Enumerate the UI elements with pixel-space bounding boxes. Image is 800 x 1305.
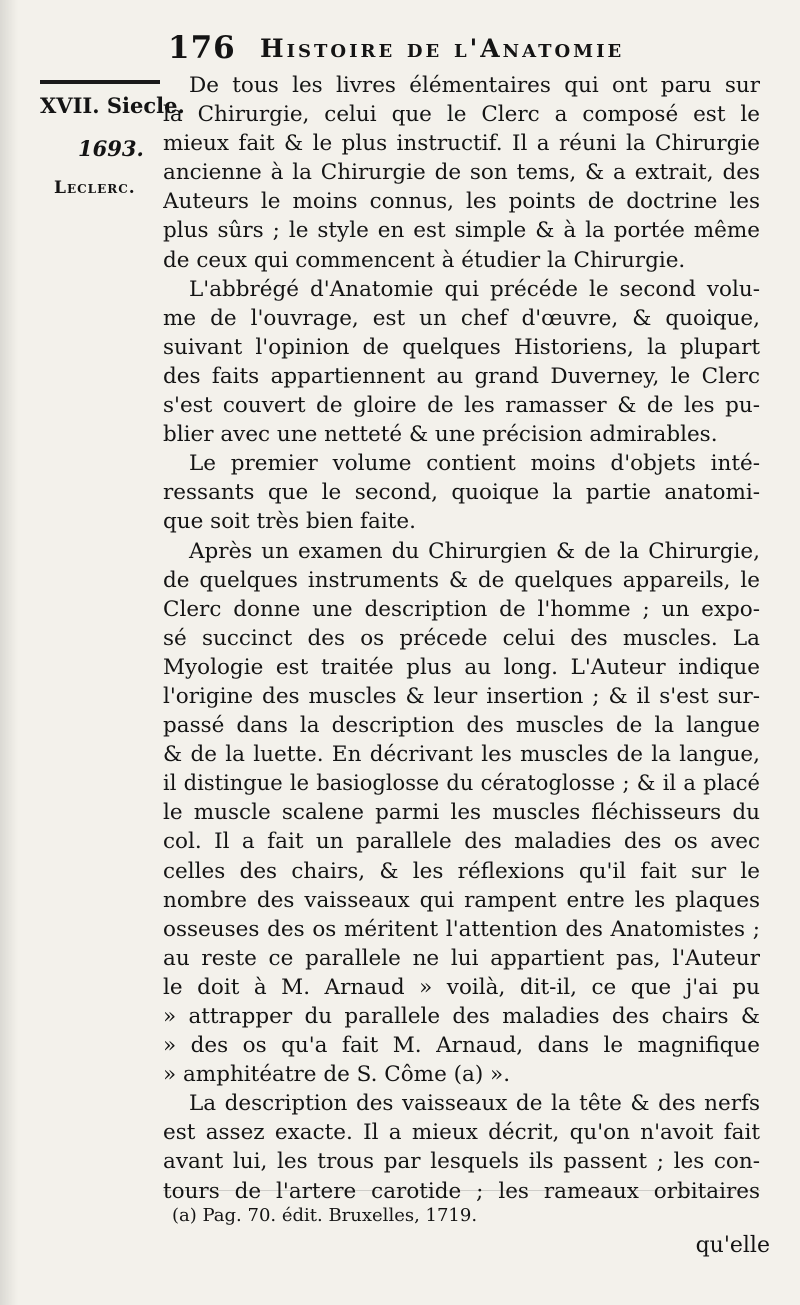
body-text [163, 71, 760, 1206]
text-line: passé dans la description des muscles de la langue [163, 713, 760, 739]
text-line: celles des chairs, & les réflexions qu'il fait sur le [163, 858, 760, 884]
text-line: ressants que le second, quoique la partie anatomi- [163, 480, 760, 506]
text-line: Auteurs le moins connus, les points de doctrine les [163, 189, 760, 215]
text-line: Myologie est traitée plus au long. L'Auteur indique [163, 654, 760, 680]
margin-note-year: 1693. [78, 136, 144, 161]
text-line: des faits appartiennent au grand Duverney, le Clerc [163, 363, 760, 389]
catchword: qu'elle [695, 1233, 770, 1258]
text-line: osseuses des os méritent l'attention des Anatomistes ; [163, 916, 760, 942]
text-line: Le premier volume contient moins d'objets inté- [189, 451, 760, 477]
text-line: blier avec une netteté & une précision admirables. [163, 422, 718, 448]
text-line: Après un examen du Chirurgien & de la Chirurgie, [189, 538, 760, 564]
text-line: de quelques instruments & de quelques appareils, le [163, 567, 760, 593]
text-line: la Chirurgie, celui que le Clerc a composé est le [163, 102, 760, 128]
text-line: tours de l'artere carotide ; les rameaux orbitaires [163, 1178, 760, 1204]
text-line: le doit à M. Arnaud » voilà, dit-il, ce que j'ai pu [163, 974, 760, 1000]
text-line: au reste ce parallele ne lui appartient pas, l'Auteur [163, 945, 760, 971]
text-line: me de l'ouvrage, est un chef d'œuvre, & quoique, [163, 305, 760, 331]
text-line: col. Il a fait un parallele des maladies des os avec [163, 829, 760, 855]
margin-note-century: XVII. Siecle. [40, 93, 185, 118]
text-line: que soit très bien faite. [163, 509, 416, 535]
text-line: ancienne à la Chirurgie de son tems, & a extrait, des [163, 160, 760, 186]
page-number: 176 [168, 30, 236, 66]
text-line: nombre des vaisseaux qui rampent entre les plaques [163, 887, 760, 913]
text-line: mieux fait & le plus instructif. Il a réuni la Chirurgie [163, 131, 760, 157]
running-title: Histoire de l'Anatomie [260, 34, 625, 63]
text-line: Clerc donne une description de l'homme ; un expo- [163, 596, 760, 622]
text-line: suivant l'opinion de quelques Historiens, la plupart [163, 334, 760, 360]
text-line: plus sûrs ; le style en est simple & à la portée même [163, 218, 760, 244]
text-line: » amphitéatre de S. Côme (a) ». [163, 1062, 511, 1088]
text-line: de ceux qui commencent à étudier la Chirurgie. [163, 247, 686, 273]
text-line: » des os qu'a fait M. Arnaud, dans le magnifique [163, 1033, 760, 1059]
text-line: L'abbrégé d'Anatomie qui précéde le second volu- [189, 276, 760, 302]
text-line: De tous les livres élémentaires qui ont paru sur [189, 73, 760, 98]
margin-note-author: Leclerc. [54, 178, 136, 198]
text-line: sé succinct des os précede celui des muscles. La [163, 625, 760, 651]
text-line: & de la luette. En décrivant les muscles de la langue, [163, 742, 760, 768]
margin-rule [40, 80, 160, 84]
running-head [168, 30, 768, 70]
text-line: » attrapper du parallele des maladies des chairs & [163, 1004, 760, 1029]
text-line: il distingue le basioglosse du cératoglosse ; & il a placé [163, 771, 760, 796]
text-line: est assez exacte. Il a mieux décrit, qu'on n'avoit fait [163, 1120, 760, 1146]
footnote-divider [163, 1190, 760, 1191]
text-line: avant lui, les trous par lesquels ils passent ; les con- [163, 1149, 760, 1175]
text-line: le muscle scalene parmi les muscles fléchisseurs du [163, 800, 760, 826]
text-line: s'est couvert de gloire de les ramasser & de les pu- [163, 393, 760, 419]
text-line: La description des vaisseaux de la tête & des nerfs [189, 1091, 760, 1117]
text-line: l'origine des muscles & leur insertion ; & il s'est sur- [163, 683, 760, 709]
footnote: (a) Pag. 70. édit. Bruxelles, 1719. [172, 1205, 478, 1226]
